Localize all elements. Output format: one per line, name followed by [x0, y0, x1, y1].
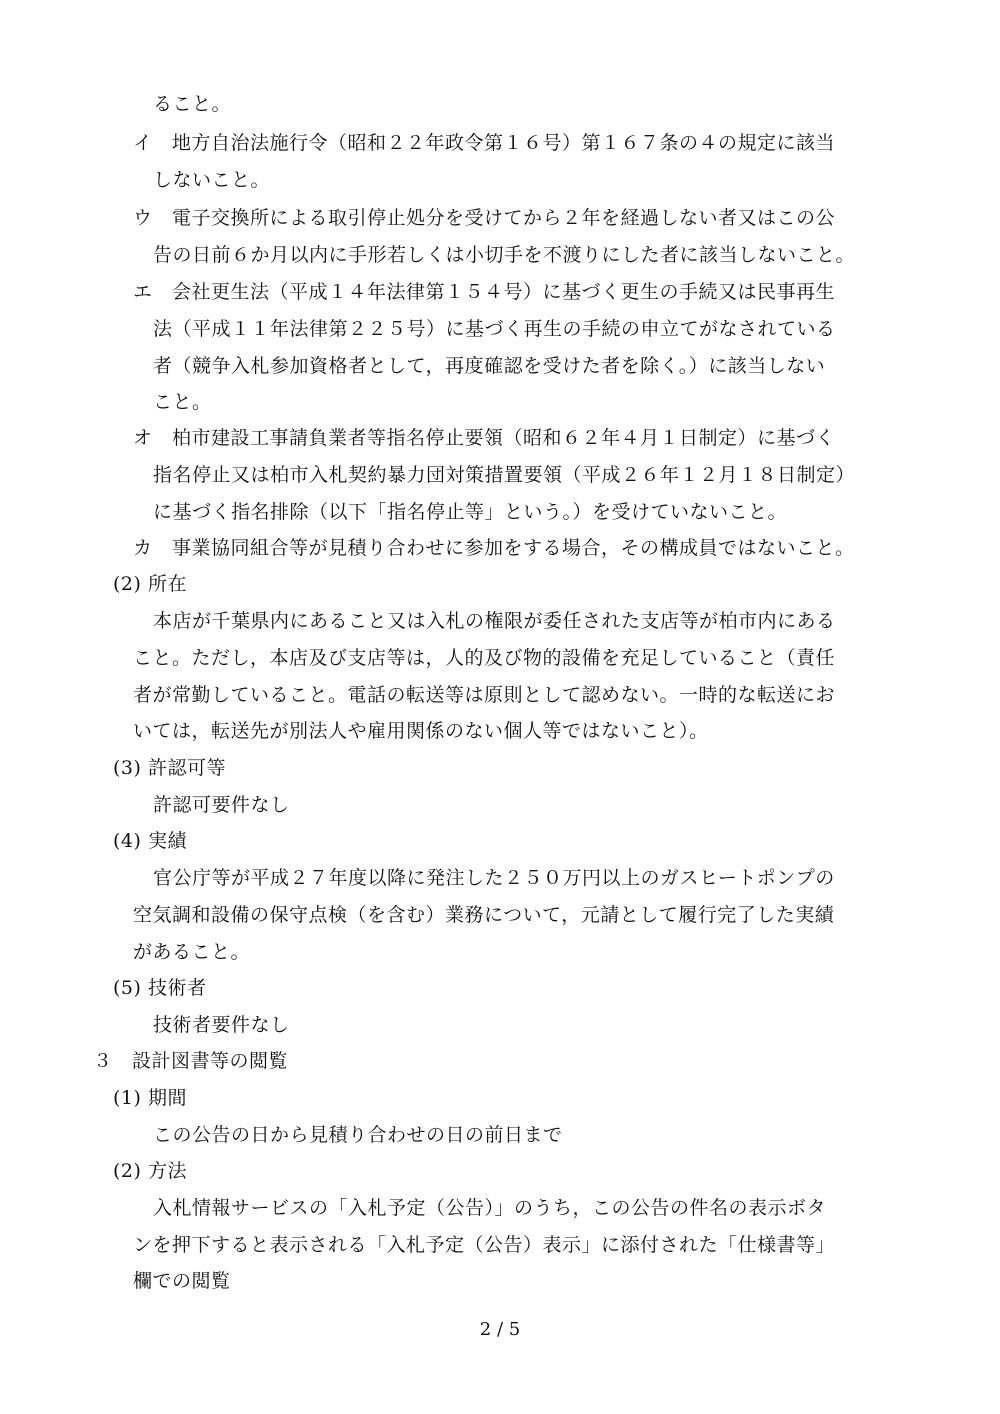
text-line: 技術者要件なし	[153, 1014, 290, 1036]
text-line: いては，転送先が別法人や雇用関係のない個人等ではないこと）。	[133, 720, 709, 742]
text-line: 指名停止又は柏市入札契約暴力団対策措置要領（平成２６年１２月１８日制定）	[153, 464, 856, 486]
section-heading: (5) 技術者	[113, 977, 207, 999]
text-line: 法（平成１１年法律第２２５号）に基づく再生の手続の申立てがなされている	[153, 318, 836, 340]
text-line: 者（競争入札参加資格者として，再度確認を受けた者を除く。）に該当しない	[153, 355, 826, 377]
section-heading: (4) 実績	[113, 830, 187, 852]
chapter-heading: ３ 設計図書等の閲覧	[93, 1050, 289, 1072]
text-line: 本店が千葉県内にあること又は入札の権限が委任された支店等が柏市内にある	[153, 610, 836, 632]
section-heading: (2) 所在	[113, 573, 187, 595]
text-line: があること。	[133, 941, 251, 963]
text-line: 官公庁等が平成２７年度以降に発注した２５０万円以上のガスヒートポンプの	[153, 867, 835, 889]
section-heading: (1) 期間	[113, 1087, 187, 1109]
text-line: 入札情報サービスの「入札予定（公告）」のうち，この公告の件名の表示ボタ	[153, 1197, 827, 1219]
section-heading: (3) 許認可等	[113, 757, 226, 779]
text-line: ンを押下すると表示される「入札予定（公告）表示」に添付された「仕様書等」	[133, 1234, 836, 1256]
text-line: に基づく指名排除（以下「指名停止等」という。）を受けていないこと。	[153, 501, 788, 523]
text-line: イ 地方自治法施行令（昭和２２年政令第１６号）第１６７条の４の規定に該当	[133, 132, 836, 154]
text-line: カ 事業協同組合等が見積り合わせに参加をする場合，その構成員ではないこと。	[133, 537, 855, 559]
section-heading: (2) 方法	[113, 1160, 187, 1182]
page-number: 2 / 5	[479, 1319, 521, 1340]
text-line: ること。	[153, 93, 232, 115]
text-line: エ 会社更生法（平成１４年法律第１５４号）に基づく更生の手続又は民事再生	[133, 281, 836, 303]
text-line: この公告の日から見積り合わせの日の前日まで	[153, 1124, 563, 1146]
text-line: オ 柏市建設工事請負業者等指名停止要領（昭和６２年４月１日制定）に基づく	[133, 427, 836, 449]
text-line: ウ 電子交換所による取引停止処分を受けてから２年を経過しない者又はこの公	[133, 207, 836, 229]
text-line: 空気調和設備の保守点検（を含む）業務について，元請として履行完了した実績	[133, 904, 835, 926]
text-line: こと。ただし，本店及び支店等は，人的及び物的設備を充足していること（責任	[133, 647, 836, 669]
text-line: 許認可要件なし	[153, 794, 290, 816]
text-line: 告の日前６か月以内に手形若しくは小切手を不渡りにした者に該当しないこと。	[153, 244, 856, 266]
text-line: こと。	[153, 391, 212, 413]
text-line: しないこと。	[153, 169, 271, 191]
text-line: 欄での閲覧	[133, 1270, 231, 1292]
text-line: 者が常勤していること。電話の転送等は原則として認めない。一時的な転送にお	[133, 684, 836, 706]
